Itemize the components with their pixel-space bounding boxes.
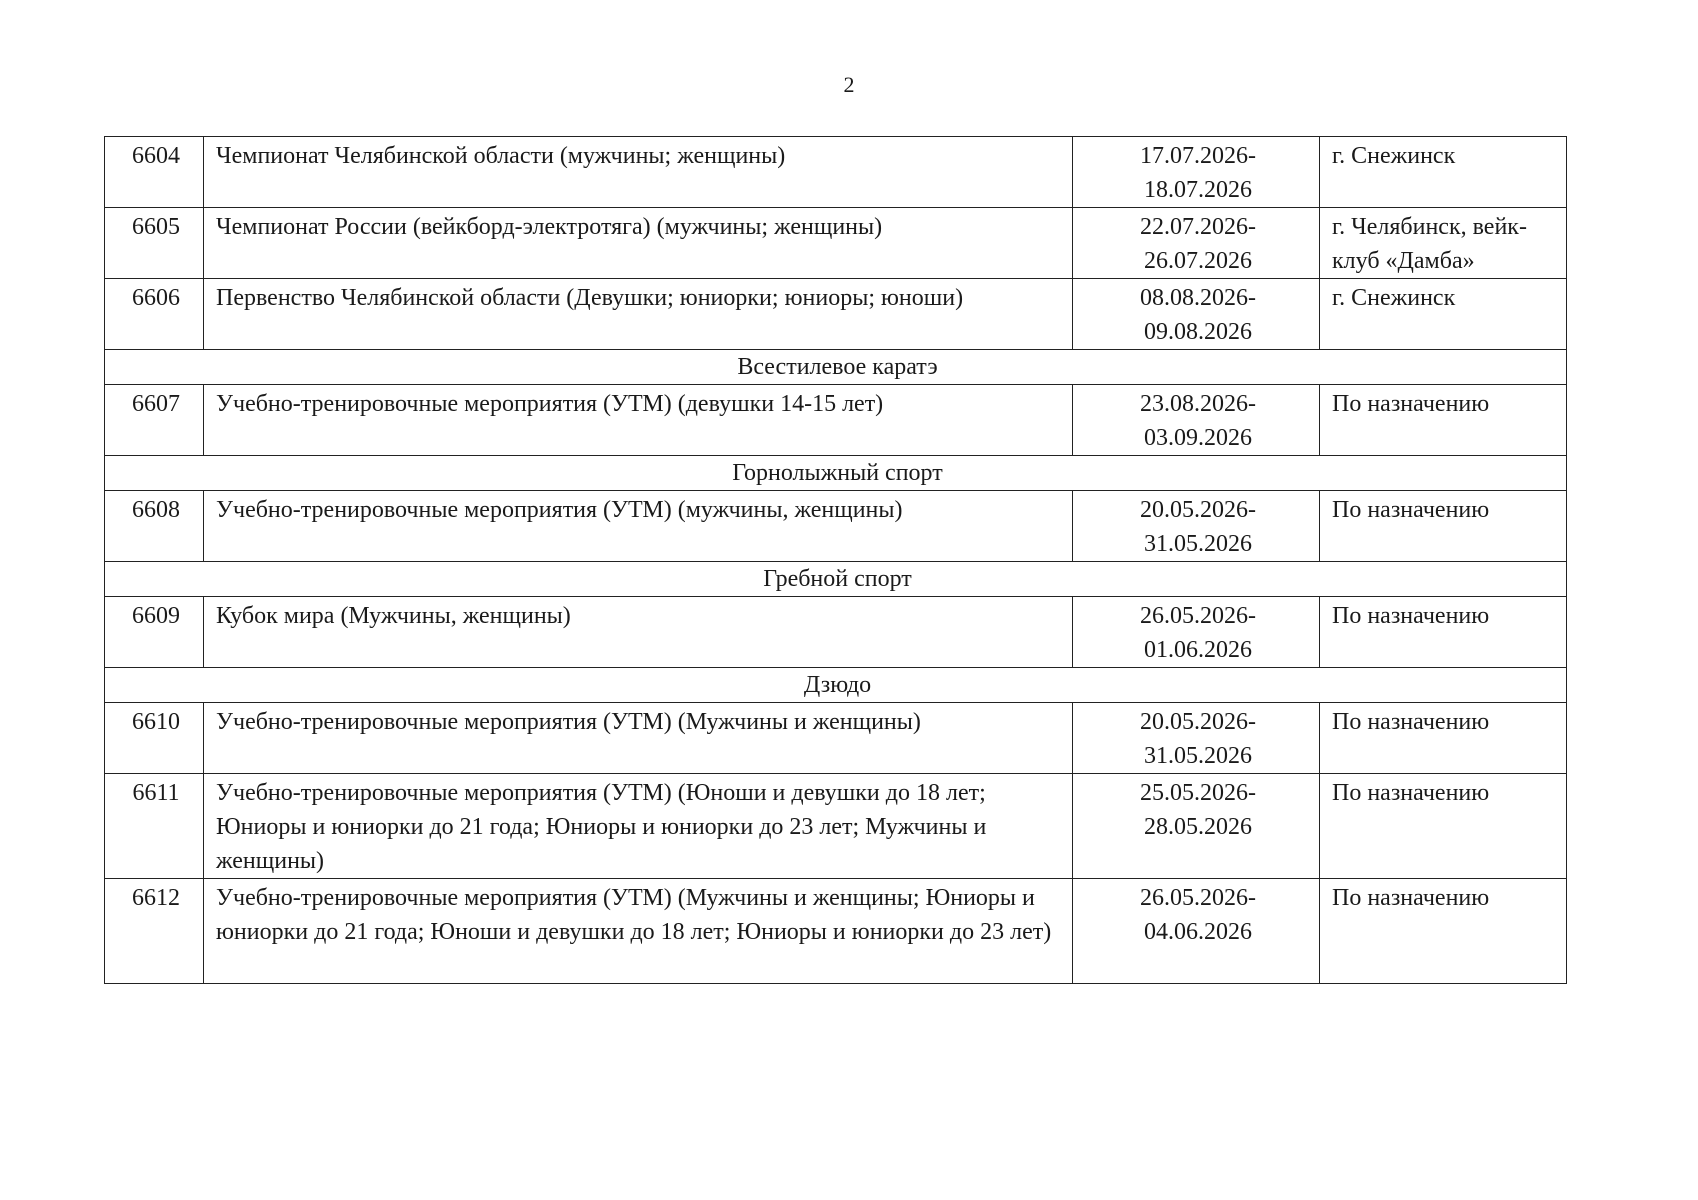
event-name: Чемпионат Челябинской области (мужчины; женщины): [204, 137, 1073, 208]
table-row: [105, 597, 1567, 668]
date-start: 20.05.2026-: [1140, 497, 1256, 523]
event-dates: [1073, 137, 1320, 208]
event-dates: [1073, 385, 1320, 456]
table-row: [105, 208, 1567, 279]
event-place: г. Снежинск: [1320, 279, 1567, 350]
event-place: По назначению: [1320, 879, 1567, 984]
table-row: [105, 385, 1567, 456]
event-name: Учебно-тренировочные мероприятия (УТМ) (мужчины, женщины): [204, 491, 1073, 562]
event-number: 6604: [105, 137, 204, 208]
table-row: [105, 879, 1567, 984]
date-start: 26.05.2026-: [1140, 603, 1256, 629]
event-number: 6612: [105, 879, 204, 984]
event-place: По назначению: [1320, 491, 1567, 562]
section-title: Всестилевое каратэ: [105, 350, 1567, 385]
event-number: 6608: [105, 491, 204, 562]
event-number: 6607: [105, 385, 204, 456]
section-header-row: [105, 350, 1567, 385]
page-number: 2: [843, 72, 855, 97]
event-place: По назначению: [1320, 597, 1567, 668]
event-place: По назначению: [1320, 385, 1567, 456]
section-title: Горнолыжный спорт: [105, 456, 1567, 491]
section-header-row: [105, 456, 1567, 491]
event-name: Первенство Челябинской области (Девушки; юниорки; юниоры; юноши): [204, 279, 1073, 350]
section-title: Гребной спорт: [105, 562, 1567, 597]
event-number: 6609: [105, 597, 204, 668]
event-place: г. Челябинск, вейк-клуб «Дамба»: [1320, 208, 1567, 279]
event-number: 6611: [105, 774, 204, 879]
event-number: 6605: [105, 208, 204, 279]
table-row: [105, 137, 1567, 208]
date-end: 28.05.2026: [1144, 814, 1252, 840]
section-title: Дзюдо: [105, 668, 1567, 703]
event-place: г. Снежинск: [1320, 137, 1567, 208]
event-number: 6606: [105, 279, 204, 350]
event-name: Учебно-тренировочные мероприятия (УТМ) (Мужчины и женщины): [204, 703, 1073, 774]
section-header-row: [105, 562, 1567, 597]
date-start: 23.08.2026-: [1140, 391, 1256, 417]
event-dates: [1073, 879, 1320, 984]
events-table: [104, 136, 1567, 984]
event-dates: [1073, 703, 1320, 774]
section-header-row: [105, 668, 1567, 703]
date-end: 09.08.2026: [1144, 319, 1252, 345]
date-end: 31.05.2026: [1144, 531, 1252, 557]
table-row: [105, 279, 1567, 350]
date-end: 18.07.2026: [1144, 177, 1252, 203]
date-start: 26.05.2026-: [1140, 885, 1256, 911]
date-start: 22.07.2026-: [1140, 214, 1256, 240]
date-end: 01.06.2026: [1144, 637, 1252, 663]
date-start: 20.05.2026-: [1140, 709, 1256, 735]
date-start: 08.08.2026-: [1140, 285, 1256, 311]
event-name: Кубок мира (Мужчины, женщины): [204, 597, 1073, 668]
date-start: 25.05.2026-: [1140, 780, 1256, 806]
date-end: 03.09.2026: [1144, 425, 1252, 451]
table-row: [105, 703, 1567, 774]
date-end: 26.07.2026: [1144, 248, 1252, 274]
event-name: Учебно-тренировочные мероприятия (УТМ) (Мужчины и женщины; Юниоры и юниорки до 21 года; Юноши и девушки до 18 лет; Юниоры и юниорки до 23 лет): [204, 879, 1073, 984]
date-start: 17.07.2026-: [1140, 143, 1256, 169]
event-dates: [1073, 774, 1320, 879]
event-name: Учебно-тренировочные мероприятия (УТМ) (девушки 14-15 лет): [204, 385, 1073, 456]
event-name: Учебно-тренировочные мероприятия (УТМ) (Юноши и девушки до 18 лет; Юниоры и юниорки до 21 года; Юниоры и юниорки до 23 лет; Мужчины и женщины): [204, 774, 1073, 879]
event-place: По назначению: [1320, 774, 1567, 879]
event-place: По назначению: [1320, 703, 1567, 774]
date-end: 04.06.2026: [1144, 919, 1252, 945]
event-dates: [1073, 491, 1320, 562]
event-dates: [1073, 279, 1320, 350]
table-row: [105, 491, 1567, 562]
event-number: 6610: [105, 703, 204, 774]
event-dates: [1073, 597, 1320, 668]
event-dates: [1073, 208, 1320, 279]
event-name: Чемпионат России (вейкборд-электротяга) (мужчины; женщины): [204, 208, 1073, 279]
date-end: 31.05.2026: [1144, 743, 1252, 769]
table-row: [105, 774, 1567, 879]
